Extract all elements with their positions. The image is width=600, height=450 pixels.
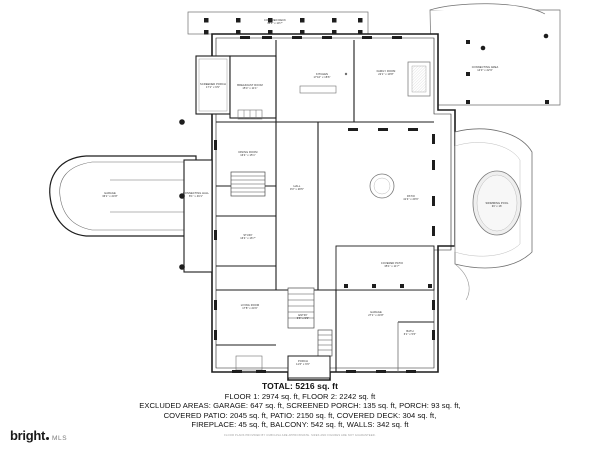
summary-line-1: FLOOR 1: 2974 sq. ft, FLOOR 2: 2242 sq. ft [224, 392, 376, 401]
room-label-swimming-pool: SWIMMING POOL 36' x 16' [485, 201, 509, 208]
bright-mls-logo [10, 428, 67, 443]
room-label-entry: ENTRY 9'9" x 9'9" [296, 313, 310, 320]
room-label-patio: PATIO 41'4" x 29'6" [403, 194, 419, 201]
room-label-garage-lower: GARAGE 27'1" x 24'8" [368, 310, 384, 317]
disclaimer-text: FLOOR PLANS PROVIDED BY CUBICASA ARE APPROXIMATE. SIZES AND FIGURES ARE NOT GUARANTEED. [224, 434, 376, 437]
room-label-kitchen: KITCHEN 17'10" x 18'6" [313, 72, 331, 79]
room-label-dining-room: DINING ROOM 16'4" x 15'1" [238, 150, 258, 157]
room-label-bath: BATH 6'1" x 5'6" [403, 329, 417, 336]
area-summary [0, 381, 600, 429]
room-label-hall: HALL 9'3" x 28'6" [290, 184, 304, 191]
room-label-connecting-area: CONNECTING AREA 14'3" x 22'9" [471, 65, 499, 72]
room-label-screened-porch: SCREENED PORCH 17'1" x 9'9" [200, 82, 226, 89]
brand-name: bright [10, 428, 46, 443]
room-label-connecting-hall: CONNECTING HALL 8'1" x 49'1" [182, 191, 210, 198]
room-label-living-room: LIVING ROOM 17'8" x 24'6" [240, 303, 260, 310]
room-label-porch: PORCH 11'6" x 6'6" [296, 359, 310, 366]
total-area: TOTAL: 5216 sq. ft [261, 381, 339, 391]
room-label-family-room: FAMILY ROOM 22'1" x 19'8" [376, 69, 396, 76]
summary-line-2: EXCLUDED AREAS: GARAGE: 647 sq. ft, SCREENED PORCH: 135 sq. ft, PORCH: 93 sq. ft, [139, 401, 461, 411]
room-label-breakfast-room: BREAKFAST ROOM 15'4" x 11'1" [237, 83, 263, 90]
room-label-covered-deck: COVERED DECK 35'1" x 10'7" [264, 18, 286, 25]
plan-geometry [50, 4, 560, 380]
brand-suffix: MLS [52, 435, 68, 442]
room-label-study: STUDY 16'4" x 16'7" [240, 233, 256, 240]
room-label-garage: GARAGE 36'1" x 24'8" [102, 191, 118, 198]
summary-line-3: COVERED PATIO: 2045 sq. ft, PATIO: 2150 sq. ft, COVERED DECK: 304 sq. ft, [163, 410, 437, 420]
summary-line-4: FIREPLACE: 45 sq. ft, BALCONY: 542 sq. ft, WALLS: 342 sq. ft [191, 419, 409, 429]
room-label-covered-patio: COVERED PATIO 35'1" x 11'7" [380, 261, 404, 268]
brand-dot-icon [46, 437, 49, 440]
